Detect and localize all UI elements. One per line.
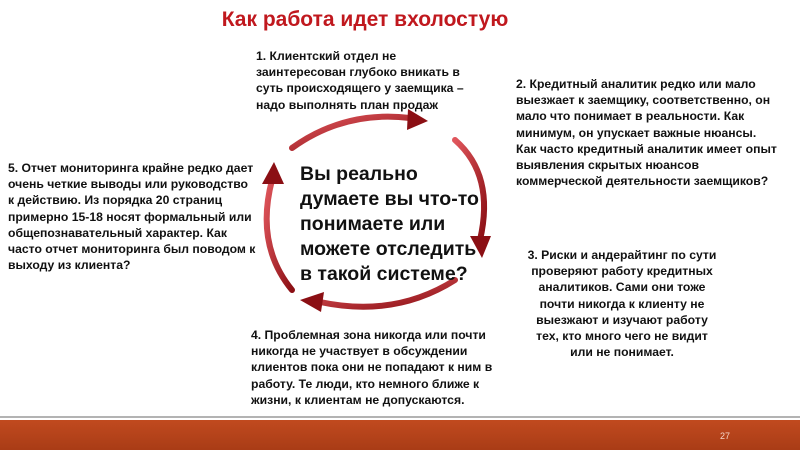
- cycle-arrow-left-icon: [262, 162, 292, 290]
- footer-bar: [0, 420, 800, 450]
- center-question: Вы реально думаете вы что-то понимаете или можете отследить в такой системе?: [300, 163, 479, 285]
- note-5: 5. Отчет мониторинга крайне редко дает очень четкие выводы или руководство к действию. Из порядка 20 страниц примерно 15-18 носят формальный или общепознавательный характер. Как часто отчет мониторинга был поводом к выходу из клиента?: [8, 161, 256, 273]
- note-2: 2. Кредитный аналитик редко или мало выезжает к заемщику, соответственно, он мало что понимает в реальности. Как минимум, он упускает важные нюансы. Как часто кредитный аналитик имеет опыт выявления скрытых нюансов коммерческой деятельности заемщиков?: [516, 77, 777, 189]
- footer-divider: [0, 416, 800, 418]
- note-4: 4. Проблемная зона никогда или почти никогда не участвует в обсуждении клиентов пока они не попадают к ним в работу. Те люди, кто немного ближе к жизни, к клиентам не допускаются.: [251, 328, 493, 407]
- note-3: 3. Риски и андерайтинг по сути проверяют работу кредитных аналитиков. Сами они тоже почти никогда к клиенту не выезжают и изучают работу тех, кто много чего не видит или не понимает.: [527, 248, 717, 360]
- note-1: 1. Клиентский отдел не заинтересован глубоко вникать в суть происходящего у заемщика – надо выполнять план продаж: [256, 49, 464, 112]
- cycle-arrow-top-icon: [292, 109, 428, 148]
- page-number: 27: [719, 431, 730, 441]
- slide-title: Как работа идет вхолостую: [221, 8, 509, 31]
